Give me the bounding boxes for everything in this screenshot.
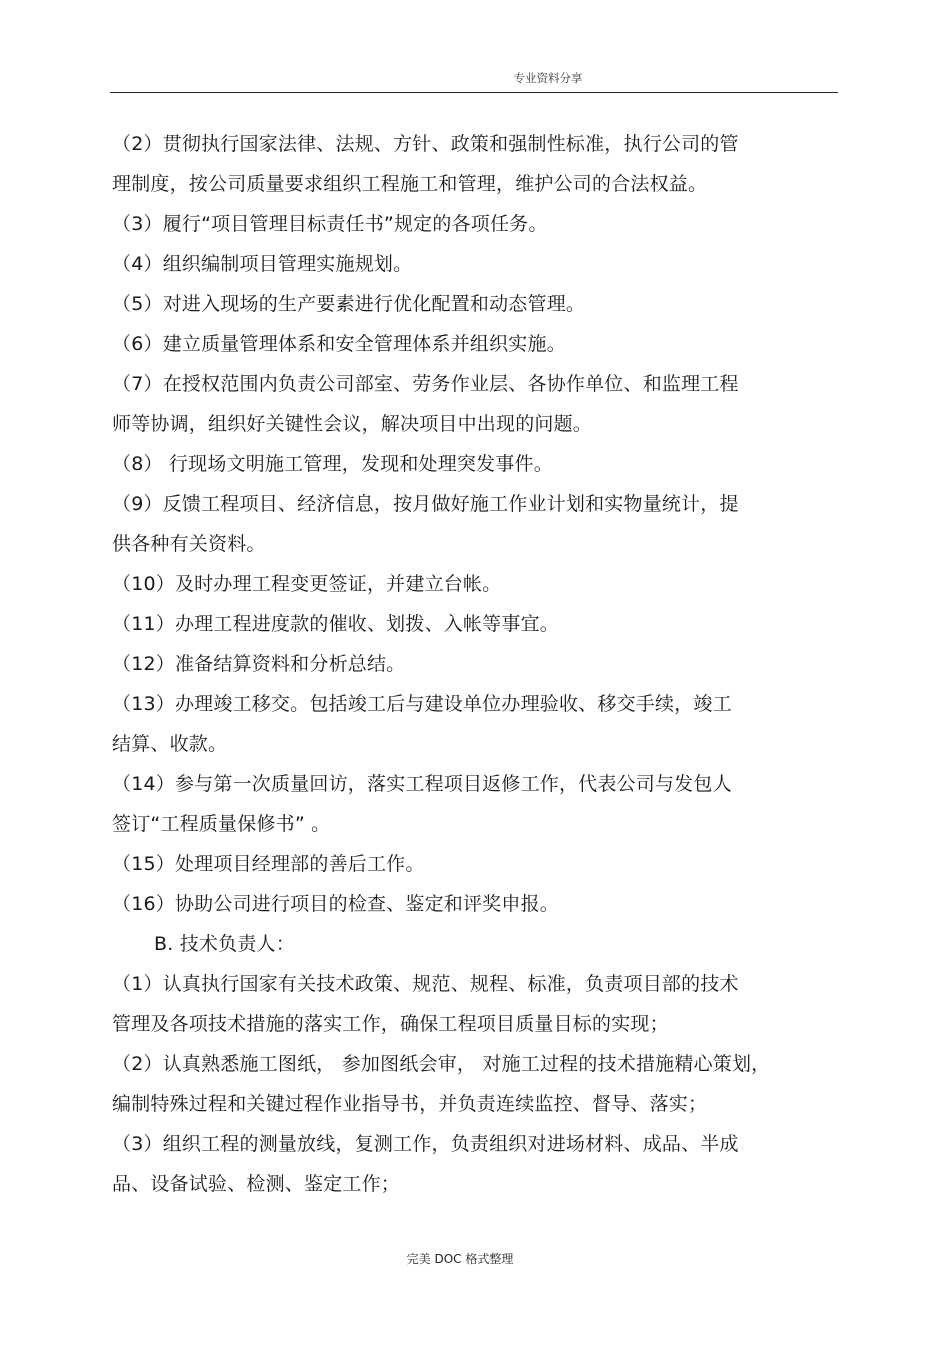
text-line: （13）办理竣工移交。包括竣工后与建设单位办理验收、移交手续，竣工	[112, 693, 732, 715]
header-text: 专业资料分享	[513, 71, 583, 85]
text-line: （5）对进入现场的生产要素进行优化配置和动态管理。	[112, 293, 586, 315]
text-line: （6）建立质量管理体系和安全管理体系并组织实施。	[112, 333, 566, 355]
document-body	[112, 124, 822, 1204]
text-line: 管理及各项技术措施的落实工作，确保工程项目质量目标的实现；	[112, 1013, 669, 1035]
text-line: （4）组织编制项目管理实施规划。	[112, 253, 413, 275]
text-line: （2）认真熟悉施工图纸， 参加图纸会审， 对施工过程的技术措施精心策划，	[112, 1053, 771, 1075]
text-line: （7）在授权范围内负责公司部室、劳务作业层、各协作单位、和监理工程	[112, 373, 739, 395]
text-line: 理制度，按公司质量要求组织工程施工和管理，维护公司的合法权益。	[112, 173, 708, 195]
text-line: 品、设备试验、检测、鉴定工作；	[112, 1173, 401, 1195]
text-line: （11）办理工程进度款的催收、划拨、入帐等事宜。	[112, 613, 559, 635]
text-line: （15）处理项目经理部的善后工作。	[112, 853, 425, 875]
text-line: （3）组织工程的测量放线，复测工作，负责组织对进场材料、成品、半成	[112, 1133, 739, 1155]
text-line: 签订“工程质量保修书” 。	[112, 813, 331, 835]
text-line: （12）准备结算资料和分析总结。	[112, 653, 406, 675]
text-line: （10）及时办理工程变更签证，并建立台帐。	[112, 573, 502, 595]
text-line: 结算、收款。	[112, 733, 228, 755]
text-line: （3）履行“项目管理目标责任书”规定的各项任务。	[112, 213, 548, 235]
text-line: （8） 行现场文明施工管理，发现和处理突发事件。	[112, 453, 553, 475]
text-line: （2）贯彻执行国家法律、法规、方针、政策和强制性标准，执行公司的管	[112, 133, 739, 155]
text-line: （1）认真执行国家有关技术政策、规范、规程、标准，负责项目部的技术	[112, 973, 739, 995]
page-footer: 完美 DOC 格式整理	[406, 1252, 514, 1266]
section-heading: B. 技术负责人：	[154, 933, 295, 955]
page-header	[110, 68, 838, 93]
text-line: 供各种有关资料。	[112, 533, 266, 555]
text-line: 师等协调，组织好关键性会议，解决项目中出现的问题。	[112, 413, 593, 435]
text-line: （14）参与第一次质量回访，落实工程项目返修工作，代表公司与发包人	[112, 773, 732, 795]
text-line: （9）反馈工程项目、经济信息，按月做好施工作业计划和实物量统计，提	[112, 493, 739, 515]
text-line: （16）协助公司进行项目的检查、鉴定和评奖申报。	[112, 893, 559, 915]
text-line: 编制特殊过程和关键过程作业指导书，并负责连续监控、督导、落实；	[112, 1093, 708, 1115]
